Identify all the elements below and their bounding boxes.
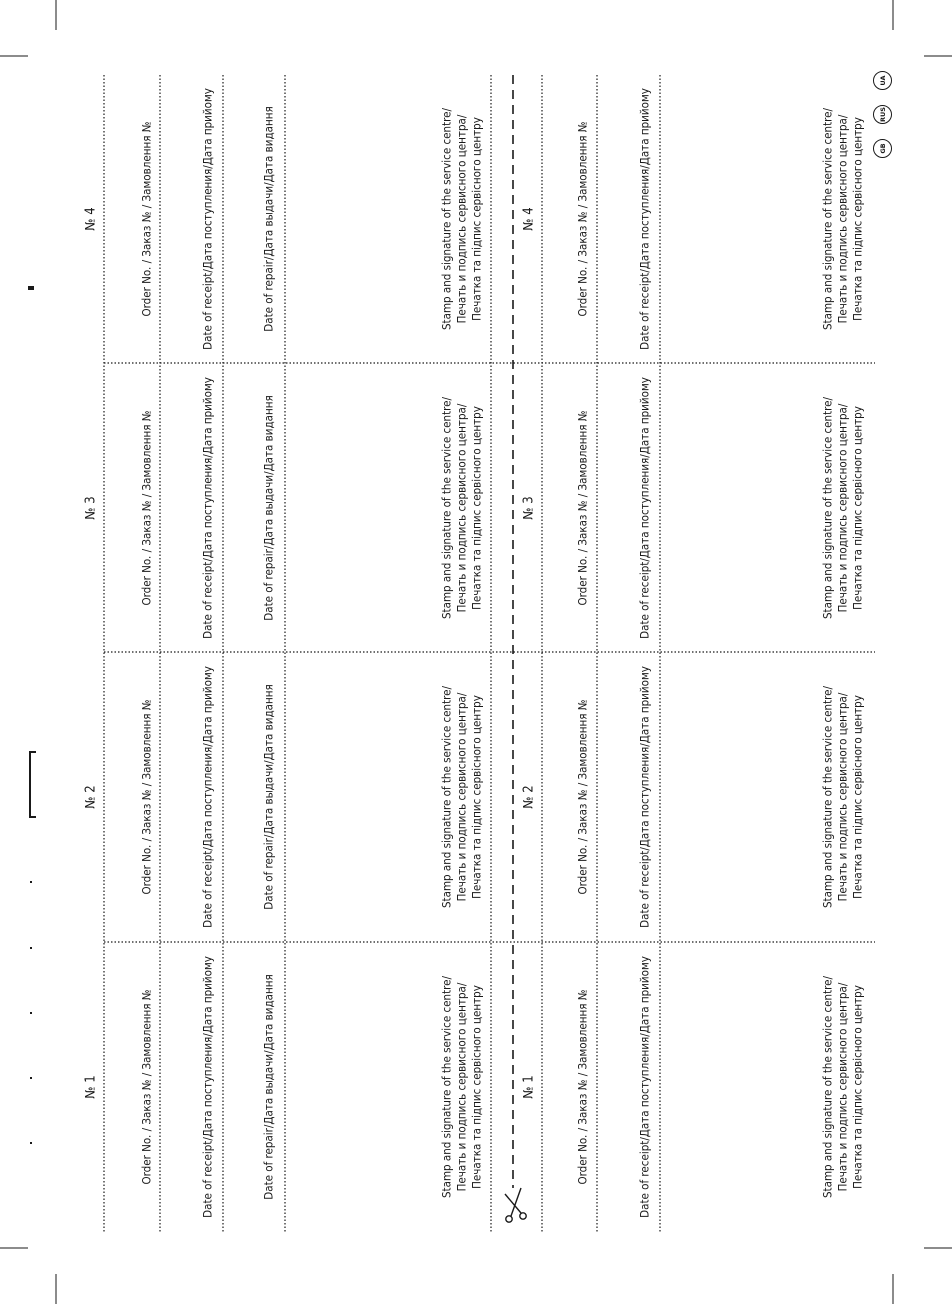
- coupon-4-number: № 4: [83, 207, 99, 231]
- coupon-1-number: № 1: [83, 1075, 99, 1099]
- coupon-4-receipt-label: Date of receipt/Дата поступления/Дата прийому: [200, 88, 215, 350]
- coupon-3-receipt-label: Date of receipt/Дата поступления/Дата прийому: [200, 377, 215, 639]
- coupon-4-repair-label: Date of repair/Дата выдачи/Дата видання: [261, 106, 276, 332]
- coupon-1-order-label: Order No. / Заказ № / Замовлення №: [139, 989, 154, 1185]
- stub-1-receipt-label: Date of receipt/Дата поступления/Дата прийому: [637, 956, 652, 1218]
- stub-3-order-label: Order No. / Заказ № / Замовлення №: [575, 410, 590, 606]
- coupon-2-receipt-label: Date of receipt/Дата поступления/Дата прийому: [200, 666, 215, 928]
- coupon-1-stamp-label: Stamp and signature of the service centre/ Печать и подпись сервисного центра/ Печатка та підпис сервісного центру: [439, 975, 484, 1199]
- stub-4-stamp-label: Stamp and signature of the service centre/ Печать и подпись сервисного центра/ Печатка та підпис сервісного центру: [820, 107, 865, 331]
- stub-4-receipt-label: Date of receipt/Дата поступления/Дата прийому: [637, 88, 652, 350]
- coupon-2-number: № 2: [83, 785, 99, 809]
- coupon-1-repair-label: Date of repair/Дата выдачи/Дата видання: [261, 974, 276, 1200]
- scissors-icon: [505, 1188, 526, 1222]
- table-dotted-lines: [104, 75, 875, 1233]
- coupon-2-order-label: Order No. / Заказ № / Замовлення №: [139, 699, 154, 895]
- stub-2-order-label: Order No. / Заказ № / Замовлення №: [575, 699, 590, 895]
- stub-4-order-label: Order No. / Заказ № / Замовлення №: [575, 121, 590, 317]
- stub-3-stamp-label: Stamp and signature of the service centre/ Печать и подпись сервисного центра/ Печатка та підпис сервісного центру: [820, 396, 865, 620]
- stub-2-receipt-label: Date of receipt/Дата поступления/Дата прийому: [637, 666, 652, 928]
- stub-1-number: № 1: [521, 1075, 537, 1099]
- language-badge-rus: RUS: [873, 105, 892, 124]
- coupon-3-order-label: Order No. / Заказ № / Замовлення №: [139, 410, 154, 606]
- language-badge-gb: GB: [873, 139, 892, 158]
- coupon-4-stamp-label: Stamp and signature of the service centre/ Печать и подпись сервисного центра/ Печатка та підпис сервісного центру: [439, 107, 484, 331]
- coupon-1-receipt-label: Date of receipt/Дата поступления/Дата прийому: [200, 956, 215, 1218]
- stub-3-receipt-label: Date of receipt/Дата поступления/Дата прийому: [637, 377, 652, 639]
- coupon-3-stamp-label: Stamp and signature of the service centre/ Печать и подпись сервисного центра/ Печатка та підпис сервісного центру: [439, 396, 484, 620]
- coupon-3-number: № 3: [83, 496, 99, 520]
- stub-3-number: № 3: [521, 496, 537, 520]
- coupon-4-order-label: Order No. / Заказ № / Замовлення №: [139, 121, 154, 317]
- coupon-2-stamp-label: Stamp and signature of the service centre/ Печать и подпись сервисного центра/ Печатка та підпис сервісного центру: [439, 685, 484, 909]
- stub-2-stamp-label: Stamp and signature of the service centre/ Печать и подпись сервисного центра/ Печатка та підпис сервісного центру: [820, 685, 865, 909]
- margin-marks: [28, 286, 36, 1144]
- coupon-2-repair-label: Date of repair/Дата выдачи/Дата видання: [261, 684, 276, 910]
- stub-4-number: № 4: [521, 207, 537, 231]
- coupon-3-repair-label: Date of repair/Дата выдачи/Дата видання: [261, 395, 276, 621]
- stub-2-number: № 2: [521, 785, 537, 809]
- stub-1-stamp-label: Stamp and signature of the service centre/ Печать и подпись сервисного центра/ Печатка та підпис сервісного центру: [820, 975, 865, 1199]
- language-badge-ua: UA: [873, 71, 892, 90]
- stub-1-order-label: Order No. / Заказ № / Замовлення №: [575, 989, 590, 1185]
